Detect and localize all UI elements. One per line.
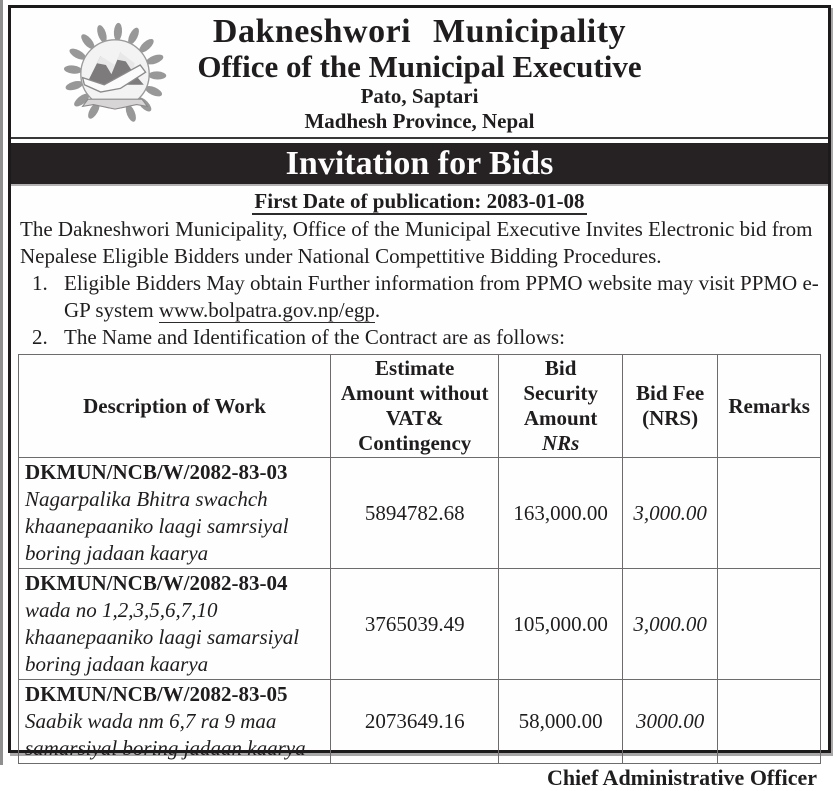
municipality-name: Dakneshwori Municipality [212,13,627,50]
cell-estimate: 3765039.49 [330,569,498,680]
table-row [19,458,821,569]
list-item-text [64,270,821,324]
work-description: wada no 1,2,3,5,6,7,10 khaanepaaniko laagi samarsiyal boring jadaan kaarya [25,598,300,676]
cell-bid-fee: 3,000.00 [622,569,717,680]
col-header-estimate [330,355,498,458]
list-number: 1. [32,271,48,295]
col-header-label: Description of Work [83,393,266,418]
col-header-remarks [718,355,821,458]
publication-date-text: First Date of publication: 2083-01-08 [254,189,585,213]
table-row [19,569,821,680]
document-header [11,8,828,139]
cell-estimate: 2073649.16 [330,680,498,764]
banner-title: Invitation for Bids [285,145,554,182]
list-item-2 [18,324,821,351]
table-header-row [19,355,821,458]
col-header-label: Remarks [728,393,810,418]
col-header-bid-security [499,355,623,458]
signature-line: Chief Administrative Officer [546,765,817,790]
bid-notice-document [8,5,831,790]
col-header-label: Bid Security Amount [523,356,598,430]
list-item-1 [18,270,821,324]
col-header-description [19,355,331,458]
cell-bid-fee: 3,000.00 [622,458,717,569]
table-row [19,680,821,764]
scan-edge-artifact [0,0,3,765]
col-header-bid-fee [622,355,717,458]
cell-bid-fee: 3000.00 [622,680,717,764]
cell-bid-security: 163,000.00 [499,458,623,569]
notice-body [11,186,828,791]
cell-remarks [718,680,821,764]
cell-remarks [718,569,821,680]
bolpatra-link[interactable]: www.bolpatra.gov.np/egp [158,298,375,322]
work-description: Saabik wada nm 6,7 ra 9 maa samarsiyal boring jadaan kaarya [25,709,306,760]
list-item-1-text: Eligible Bidders May obtain Further information from PPMO website may visit PPMO e-GP system [64,271,819,322]
list-item-2-text: The Name and Identification of the Contract are as follows: [64,325,565,349]
cell-bid-security: 105,000.00 [499,569,623,680]
cell-description [19,569,331,680]
address-line: Pato, Saptari [360,84,479,108]
contract-code: DKMUN/NCB/W/2082-83-05 [25,682,288,706]
col-header-label: Bid Fee (NRS) [635,381,705,430]
cell-description [19,680,331,764]
list-item-1-period: . [374,298,381,322]
contract-code: DKMUN/NCB/W/2082-83-04 [25,571,288,595]
cell-remarks [718,458,821,569]
intro-paragraph: The Dakneshwori Municipality, Office of the Municipal Executive Invites Electronic bid from Nepalese Eligible Bidders under National Compettitive Bidding Procedures. [20,217,813,268]
nepal-emblem-icon [59,20,171,128]
contract-code: DKMUN/NCB/W/2082-83-03 [25,460,288,484]
province-line: Madhesh Province, Nepal [304,109,535,133]
col-header-label: Estimate Amount without VAT& Contingency [340,356,489,455]
office-name: Office of the Municipal Executive [197,49,642,84]
contracts-table [18,354,821,764]
cell-bid-security: 58,000.00 [499,680,623,764]
invitation-banner [11,143,828,186]
col-header-currency: NRs [541,431,580,455]
publication-date-line [18,189,821,214]
list-number: 2. [32,325,48,349]
work-description: Nagarpalika Bhitra swachch khaanepaaniko laagi samrsiyal boring jadaan kaarya [25,487,289,565]
cell-estimate: 5894782.68 [330,458,498,569]
cell-description [19,458,331,569]
